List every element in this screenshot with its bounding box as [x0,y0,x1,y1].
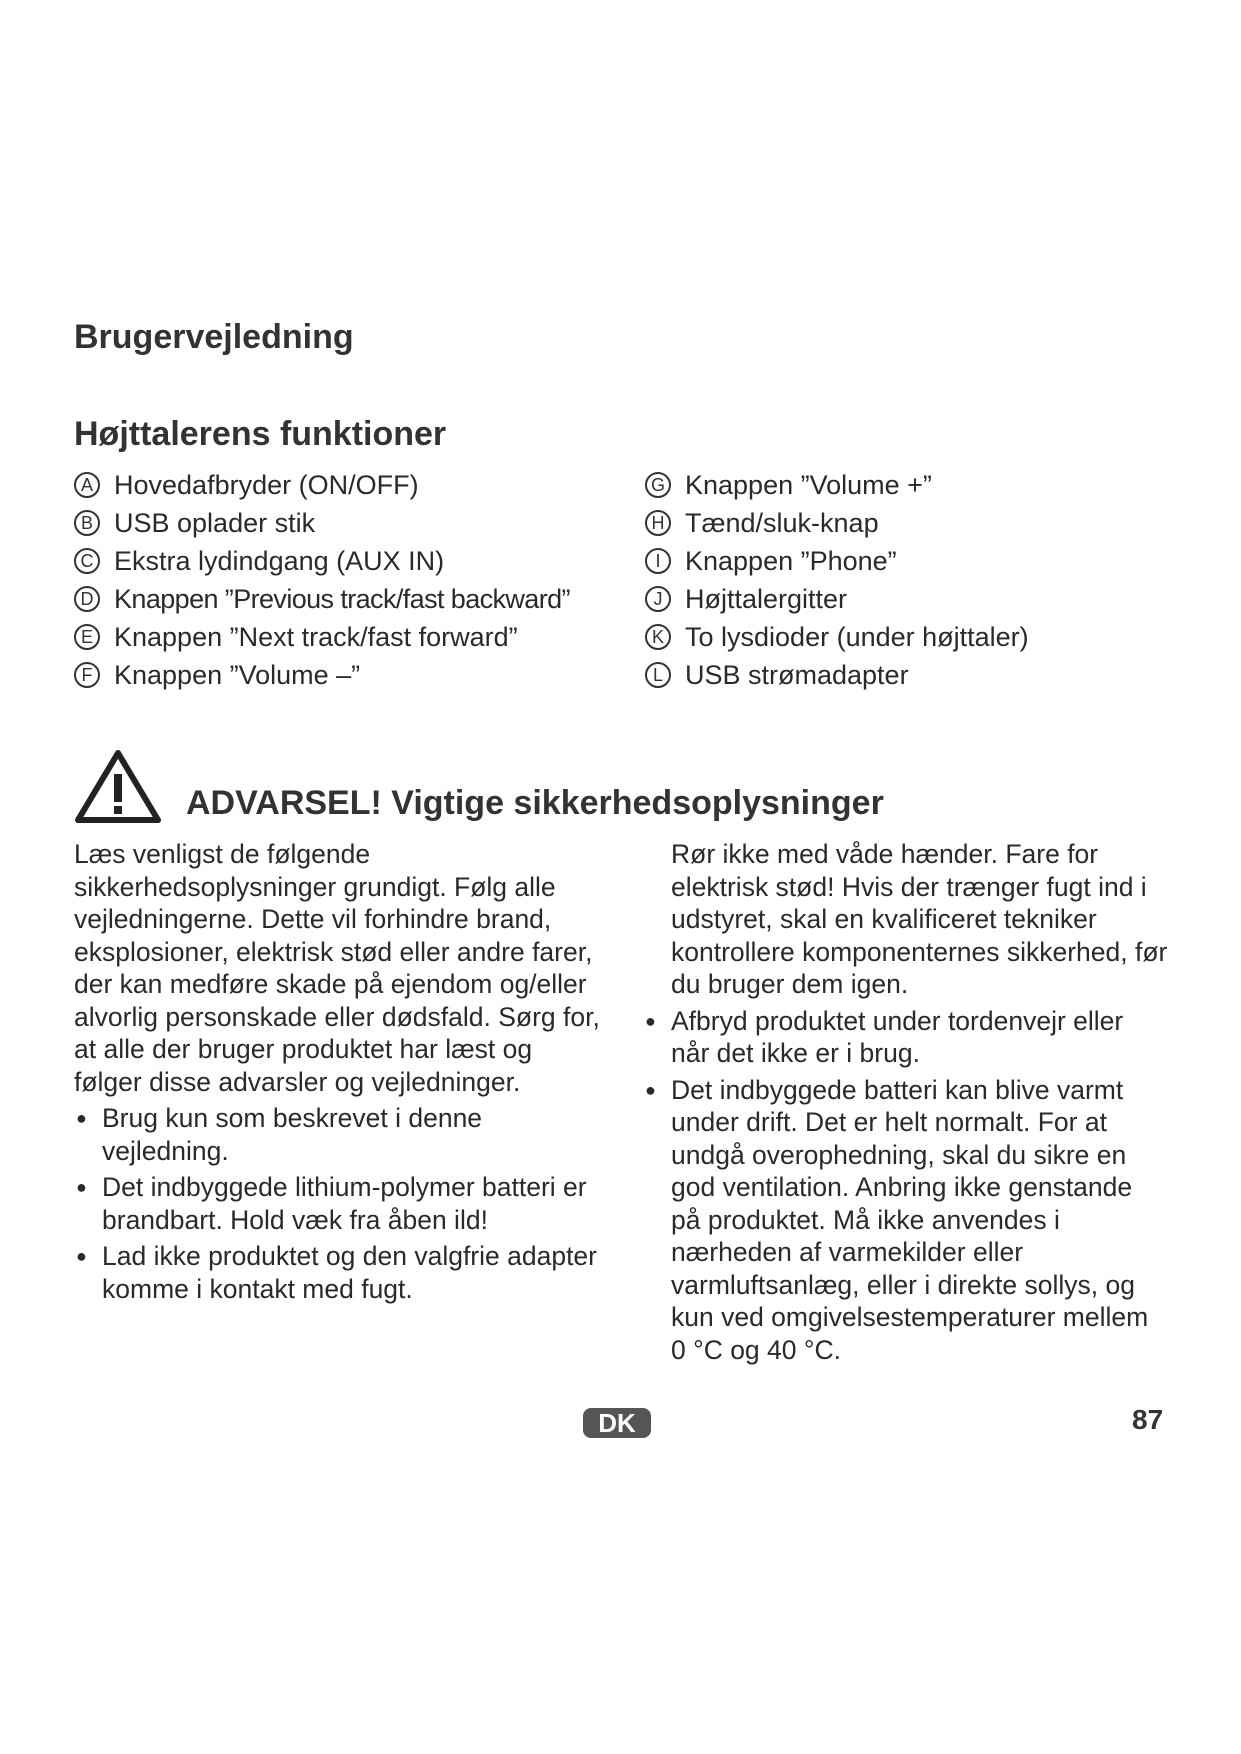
feature-label: Højttalergitter [685,584,848,614]
feature-item [645,542,1029,580]
badge-b: B [74,510,100,536]
feature-item [74,656,570,694]
feature-label: Knappen ”Phone” [685,546,897,576]
feature-item [645,504,1029,542]
features-list-left [74,466,570,694]
badge-j: J [645,586,671,612]
feature-label: Ekstra lydindgang (AUX IN) [114,546,445,576]
feature-label: Knappen ”Previous track/fast backward” [114,584,570,614]
warning-intro: Læs venligst de følgende sikkerhedsoplysninger grundigt. Følg alle vejledningerne. Dette vil forhindre brand, eksplosioner, elektrisk stød eller andre farer, der kan medføre skade på ejendom og/eller alvorlig personskade eller dødsfald. Sørg for, at alle der bruger produktet har læst og følger disse advarsler og vejledninger. [74,839,600,1097]
feature-label: Tænd/sluk-knap [685,508,879,538]
bullet-item: ● Brug kun som beskrevet i denne vejledning. [74,1102,604,1167]
feature-label: Knappen ”Volume –” [114,660,361,690]
warning-left-column [74,838,604,1305]
bullet-item: ● Afbryd produktet under tordenvejr eller når det ikke er i brug. [643,1005,1168,1070]
badge-a: A [74,472,100,498]
badge-i: I [645,548,671,574]
feature-item [74,542,570,580]
page-number: 87 [1132,1404,1164,1435]
badge-h: H [645,510,671,536]
features-list-right [645,466,1029,694]
feature-item [74,580,570,618]
feature-label: Knappen ”Volume +” [685,470,932,500]
feature-label: To lysdioder (under højttaler) [685,622,1029,652]
features-heading: Højttalerens funktioner [74,415,447,453]
feature-label: USB strømadapter [685,660,909,690]
feature-item [645,656,1029,694]
feature-item [74,466,570,504]
page-title: Brugervejledning [74,318,354,356]
badge-d: D [74,586,100,612]
bullet-item: ● Lad ikke produktet og den valgfrie adapter komme i kontakt med fugt. [74,1240,604,1305]
badge-c: C [74,548,100,574]
bullet-item: ● Det indbyggede batteri kan blive varmt under drift. Det er helt normalt. For at undgå overophedning, skal du sikre en god ventilation. Anbring ikke genstande på produktet. Må ikke anvendes i nærheden af varmekilder eller varmluftsanlæg, eller i direkte sollys, og kun ved omgivelsestemperaturer mellem 0 °C og 40 °C. [643,1074,1168,1367]
badge-e: E [74,624,100,650]
bullet-item: ● Det indbyggede lithium-polymer batteri er brandbart. Hold væk fra åben ild! [74,1171,604,1236]
feature-item [645,466,1029,504]
feature-label: Hovedafbryder (ON/OFF) [114,470,419,500]
badge-l: L [645,662,671,688]
badge-f: F [74,662,100,688]
language-badge: DK [583,1408,651,1438]
warning-right-column [643,838,1168,1366]
feature-item [645,580,1029,618]
feature-label: USB oplader stik [114,508,316,538]
warning-right-intro: Rør ikke med våde hænder. Fare for elektrisk stød! Hvis der trænger fugt ind i udstyret, skal en kvalificeret tekniker kontrollere komponenternes sikkerhed, før du bruger dem igen. [671,839,1168,999]
warning-heading: ADVARSEL! Vigtige sikkerhedsoplysninger [186,784,884,822]
badge-k: K [645,624,671,650]
feature-label: Knappen ”Next track/fast forward” [114,622,518,652]
warning-icon [74,748,162,824]
badge-g: G [645,472,671,498]
feature-item [74,618,570,656]
feature-item [74,504,570,542]
feature-item [645,618,1029,656]
